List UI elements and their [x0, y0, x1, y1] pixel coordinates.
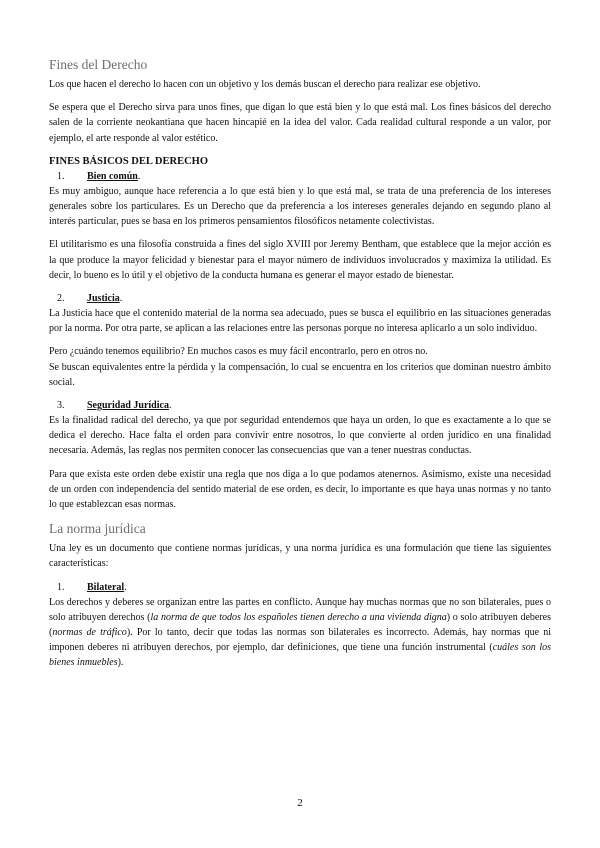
list-item-heading: 2. Justicia.	[49, 291, 551, 306]
paragraph: Se buscan equivalentes entre la pérdida y la compensación, lo cual se encuentra en los criterios que dominan nuestro ámbito social.	[49, 361, 551, 388]
example-italic: normas de tráfico	[52, 627, 127, 639]
list-number: 1.	[57, 581, 65, 593]
item-title: Bien común	[87, 170, 138, 182]
paragraph: La Justicia hace que el contenido material de la norma sea adecuado, pues se busca el equilibrio en las situaciones generadas por la norma. Por otra parte, se aplican a las relaciones entre las personas porque no interesa aplicarlo a un solo individuo.	[49, 308, 551, 335]
fines-heading: FINES BÁSICOS DEL DERECHO	[49, 155, 209, 167]
section-title-norma: La norma jurídica	[49, 521, 146, 537]
paragraph: Se espera que el Derecho sirva para unos fines, que digan lo que está bien y lo que está mal. Los fines básicos del derecho salen de la corriente neokantiana que hacen hincapié en la idea del valor. Cada realidad cultural responde a un valor, por ejemplo, el arte responde al valor estético.	[49, 102, 551, 144]
list-number: 3.	[57, 400, 65, 412]
item-title: Bilateral	[87, 581, 125, 593]
list-number: 1.	[57, 170, 65, 182]
paragraph: Pero ¿cuándo tenemos equilibrio? En muchos casos es muy fácil encontrarlo, pero en otros no.	[49, 346, 428, 358]
list-item-heading: 3. Seguridad Jurídica.	[49, 398, 551, 413]
list-number: 2.	[57, 293, 65, 305]
item-title: Seguridad Jurídica	[87, 400, 169, 412]
paragraph: Una ley es un documento que contiene normas jurídicas, y una norma jurídica es una formulación que tiene las siguientes características:	[49, 543, 551, 570]
page-number: 2	[297, 797, 303, 809]
paragraph: Es muy ambiguo, aunque hace referencia a lo que está bien y lo que está mal, se trata de una preferencia de los intereses generales sobre los particulares. Es un Derecho que da preferencia a los intereses generales dejando en segundo plano al interés particular, pues se basa en los primeros pensamientos filosóficos netamente colectivistas.	[49, 185, 551, 228]
paragraph: Es la finalidad radical del derecho, ya que por seguridad entendemos que haya un orden, lo que es exactamente a lo que se dedica el derecho. Hace falta el orden para convivir entre nosotros, lo que convierte al orden jurídico en una finalidad necesaria. Además, las reglas nos permiten conocer las consecuencias que van a tener nuestras conductas.	[49, 415, 551, 457]
list-item-heading: 1. Bien común.	[49, 169, 551, 184]
example-italic: la norma de que todos los españoles tienen derecho a una vivienda digna	[150, 611, 447, 623]
list-item-heading: 1. Bilateral.	[49, 580, 551, 595]
paragraph: El utilitarismo es una filosofía construida a fines del siglo XVIII por Jeremy Bentham, que establece que la mejor acción es la que produce la mayor felicidad y bienestar para el mayor número de individuos involucrados y maximiza la utilidad. Es decir, lo bueno es lo útil y el objetivo de la conducta humana es generar el mayor estado de bienestar.	[49, 239, 551, 281]
document-page	[49, 56, 551, 671]
paragraph: Los que hacen el derecho lo hacen con un objetivo y los demás buscan el derecho para realizar ese objetivo.	[49, 79, 481, 90]
example-italic: cuáles son los bienes inmuebles	[49, 642, 551, 669]
item-title: Justicia	[87, 293, 120, 305]
paragraph-bilateral: Los derechos y deberes se organizan entre las partes en conflicto. Aunque hay muchas normas que no son bilaterales, pues o solo atribuyen derechos (la norma de que todos los españoles tienen derecho a una vivienda digna) o solo atribuyen deberes (normas de tráfico). Por lo tanto, decir que todas las normas son bilaterales es incorrecto. Además, hay normas que ni imponen deberes ni atribuyen derechos, por ejemplo, dar definiciones, que tiene una función instrumental (cuáles son los bienes inmuebles).	[49, 596, 552, 669]
section-title-fines: Fines del Derecho	[49, 57, 148, 72]
paragraph: Para que exista este orden debe existir una regla que nos diga a lo que podamos atenernos. Asimismo, existe una necesidad de un orden con independencia del sentido material de ese orden, es decir, lo importante es que haya unas normas y no tanto lo que establezcan esas normas.	[49, 468, 551, 511]
